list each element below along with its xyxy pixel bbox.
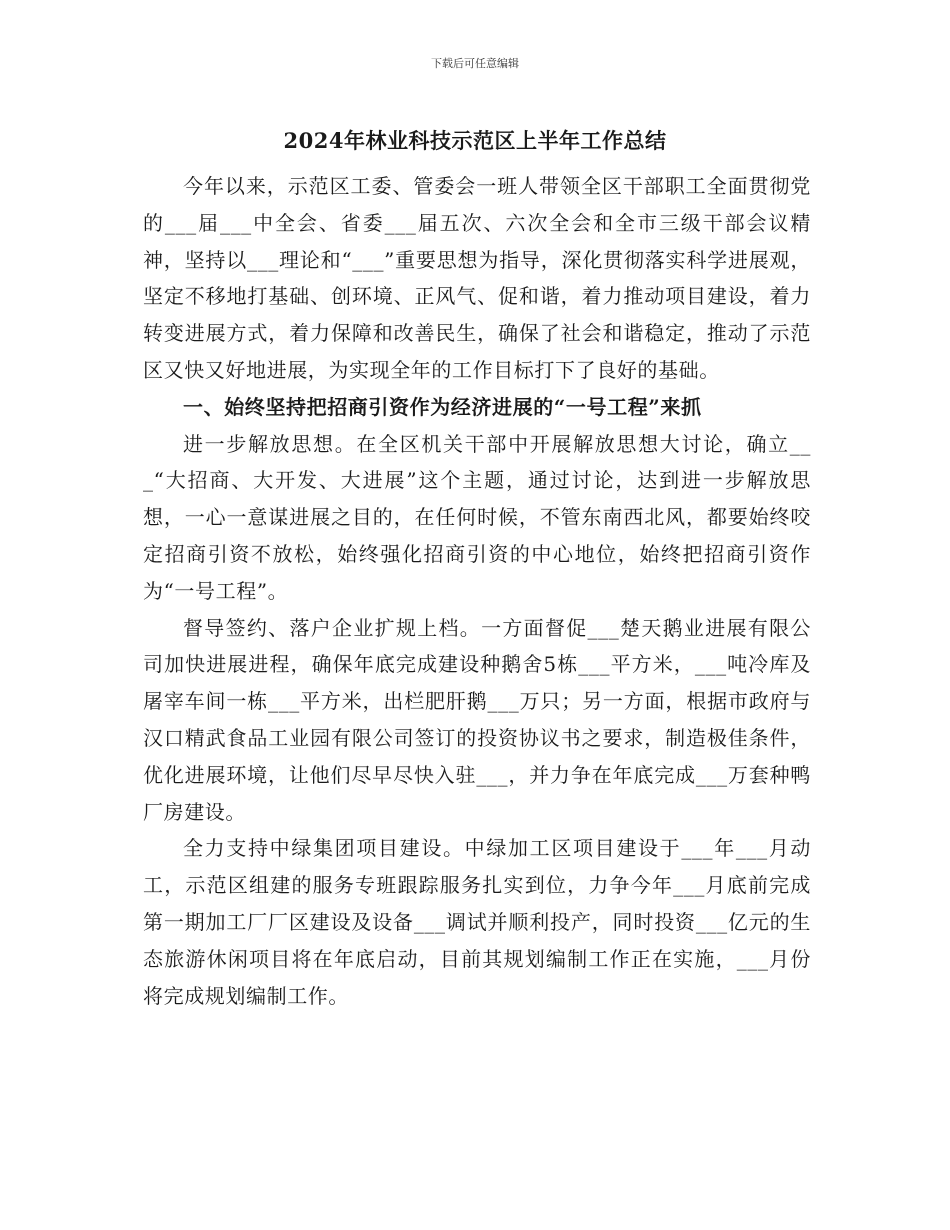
intro-paragraph: 今年以来，示范区工委、管委会一班人带领全区干部职工全面贯彻党的___届___中全会、省委___届五次、六次全会和全市三级干部会议精神，坚持以___理论和“___”重要思想为指导，深化贯彻落实科学进展观，坚定不移地打基础、创环境、正风气、促和谐，着力推动项目建设，着力转变进展方式，着力保障和改善民生，确保了社会和谐稳定，推动了示范区又快又好地进展，为实现全年的工作目标打下了良好的基础。 xyxy=(143,174,811,382)
body-paragraph: 督导签约、落户企业扩规上档。一方面督促___楚天鹅业进展有限公司加快进展进程，确保年底完成建设种鹅舍5栋___平方米，___吨冷库及屠宰车间一栋___平方米，出栏肥肝鹅___万只；另一方面，根据市政府与汉口精武食品工业园有限公司签订的投资协议书之要求，制造极佳条件，优化进展环境，让他们尽早尽快入驻___，并力争在年底完成___万套种鸭厂房建设。 xyxy=(143,615,811,824)
document-body xyxy=(143,168,811,1014)
section-heading: 一、始终坚持把招商引资作为经济进展的“一号工程”来抓 xyxy=(183,394,702,419)
document-title: 2024年林业科技示范区上半年工作总结 xyxy=(283,128,667,153)
body-paragraph: 进一步解放思想。在全区机关干部中开展解放思想大讨论，确立___“大招商、大开发、大进展”这个主题，通过讨论，达到进一步解放思想，一心一意谋进展之目的，在任何时候，不管东南西北风，都要始终咬定招商引资不放松，始终强化招商引资的中心地位，始终把招商引资作为“一号工程”。 xyxy=(143,431,811,603)
header-note: 下载后可任意编辑 xyxy=(431,57,519,70)
body-paragraph: 全力支持中绿集团项目建设。中绿加工区项目建设于___年___月动工，示范区组建的服务专班跟踪服务扎实到位，力争今年___月底前完成第一期加工厂厂区建设及设备___调试并顺利投产，同时投资___亿元的生态旅游休闲项目将在年底启动，目前其规划编制工作正在实施，___月份将完成规划编制工作。 xyxy=(143,836,811,1008)
